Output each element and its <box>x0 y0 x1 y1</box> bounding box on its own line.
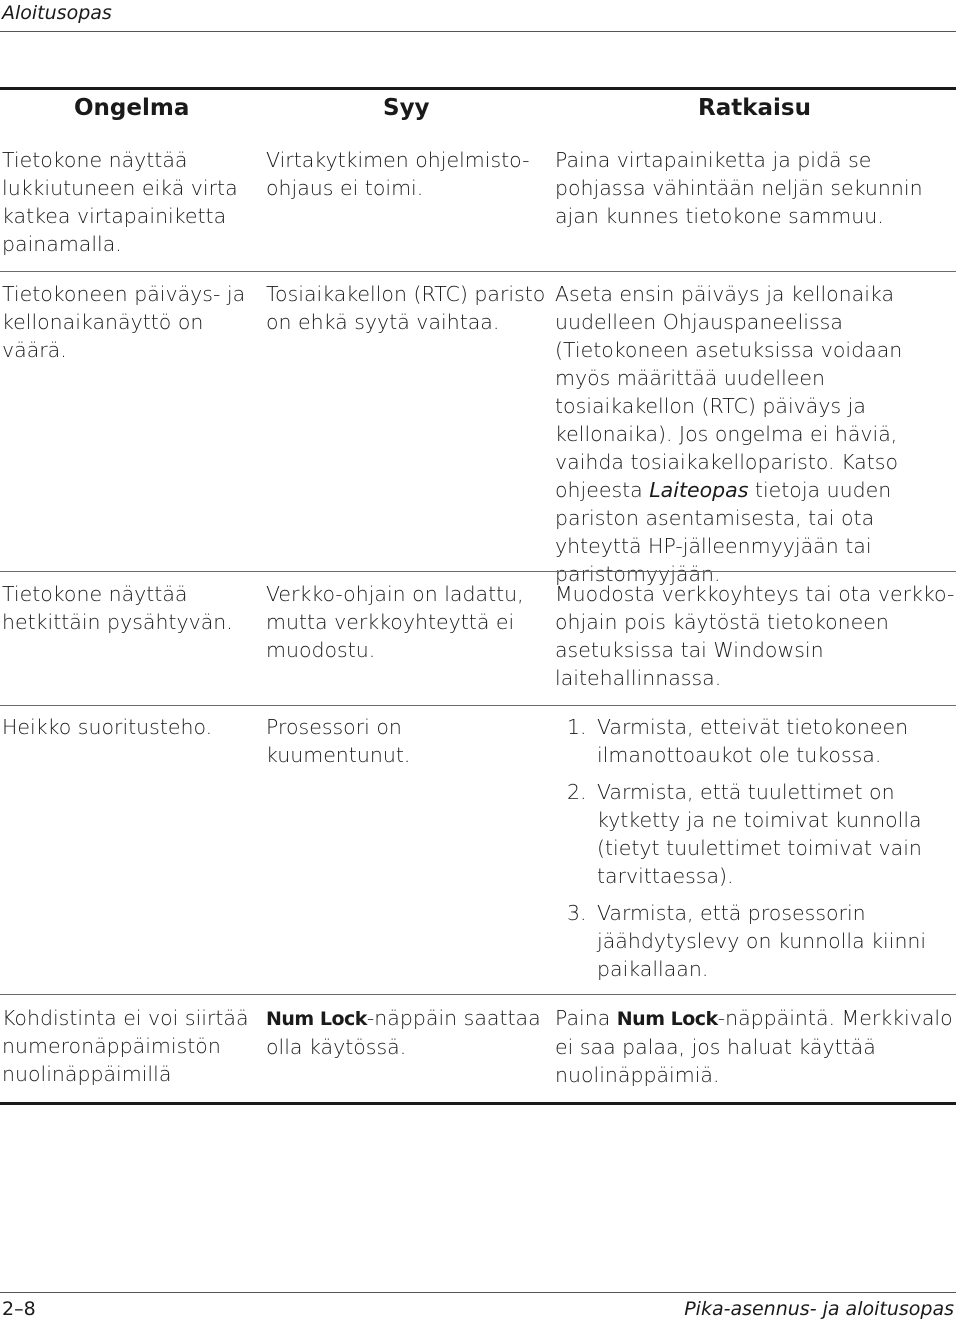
row-divider <box>0 271 956 272</box>
problem-cell: Kohdistinta ei voi siirtää numeronäppäimistön nuolinäppäimillä <box>2 1006 249 1086</box>
step-number: 1. <box>567 715 587 739</box>
step-number: 2. <box>567 780 587 804</box>
row-divider <box>0 705 956 706</box>
cause-cell: Virtakytkimen ohjelmisto-ohjaus ei toimi. <box>266 148 530 200</box>
step-text: Varmista, että prosessorin jäähdytyslevy on kunnolla kiinni paikallaan. <box>597 901 927 981</box>
solution-cell: Paina virtapainiketta ja pidä se pohjassa vähintään neljän sekunnin ajan kunnes tietokone sammuu. <box>555 148 923 228</box>
cause-text: -näppäin saattaa olla käytössä. <box>266 1006 541 1059</box>
column-header-solution: Ratkaisu <box>698 95 811 121</box>
solution-text-continued: -näppäintä. Merkkivalo ei saa palaa, jos haluat käyttää nuolinäppäimiä. <box>555 1006 953 1087</box>
num-lock-key-label: Num Lock <box>266 1008 367 1030</box>
column-header-cause: Syy <box>383 95 430 121</box>
cause-cell: Verkko-ohjain on ladattu, mutta verkkoyhteyttä ei muodostu. <box>266 582 524 662</box>
table-bottom-rule <box>0 1102 956 1105</box>
solution-cell <box>555 1004 955 1089</box>
table-top-rule <box>0 87 956 90</box>
table-column-headers <box>0 95 956 125</box>
solution-text-continued: tietoja uuden pariston asentamisesta, tai ota yhteyttä HP-jälleenmyyjään tai paristomyyjään. <box>555 478 892 586</box>
solution-guide-title: Laiteopas <box>649 478 749 502</box>
column-header-problem: Ongelma <box>74 95 190 121</box>
solution-cell: Muodosta verkkoyhteys tai ota verkko-ohjain pois käytöstä tietokoneen asetuksissa tai Windowsin laitehallinnassa. <box>555 582 955 690</box>
num-lock-key-label: Num Lock <box>616 1008 718 1030</box>
solution-step <box>555 778 955 890</box>
solution-text: Paina <box>555 1006 617 1030</box>
problem-cell: Tietokone näyttää lukkiutuneen eikä virta katkea virtapainiketta painamalla. <box>2 148 238 256</box>
step-number: 3. <box>567 901 587 925</box>
problem-cell: Tietokoneen päiväys- ja kellonaikanäyttö on väärä. <box>2 282 246 362</box>
step-text: Varmista, että tuulettimet on kytketty ja ne toimivat kunnolla (tietyt tuulettimet toimivat vain tarvittaessa). <box>597 780 922 888</box>
row-divider <box>0 994 956 995</box>
problem-cell: Heikko suoritusteho. <box>2 715 213 739</box>
problem-cell: Tietokone näyttää hetkittäin pysähtyvän. <box>2 582 233 634</box>
solution-step <box>555 713 955 769</box>
cause-cell: Prosessori on kuumentunut. <box>266 715 411 767</box>
cause-cell <box>266 1004 546 1061</box>
header-rule <box>0 31 956 32</box>
step-text: Varmista, etteivät tietokoneen ilmanottoaukot ole tukossa. <box>597 715 909 767</box>
solution-text: Aseta ensin päiväys ja kellonaika uudelleen Ohjauspaneelissa (Tietokoneen asetuksissa voidaan myös määrittää uudelleen tosiaikakellon (RTC) päiväys ja kellonaika). Jos ongelma ei häviä, vaihda tosiaikakelloparisto. Katso ohjeesta <box>555 282 903 502</box>
document-title: Pika-asennus- ja aloitusopas <box>684 1298 954 1320</box>
solution-cell <box>555 280 955 588</box>
page-number: 2–8 <box>2 1298 36 1320</box>
solution-steps <box>555 713 955 992</box>
solution-step <box>555 899 955 983</box>
cause-cell: Tosiaikakellon (RTC) paristo on ehkä syytä vaihtaa. <box>266 282 546 334</box>
footer-rule <box>0 1292 956 1293</box>
row-divider <box>0 571 956 572</box>
running-header: Aloitusopas <box>2 2 112 24</box>
